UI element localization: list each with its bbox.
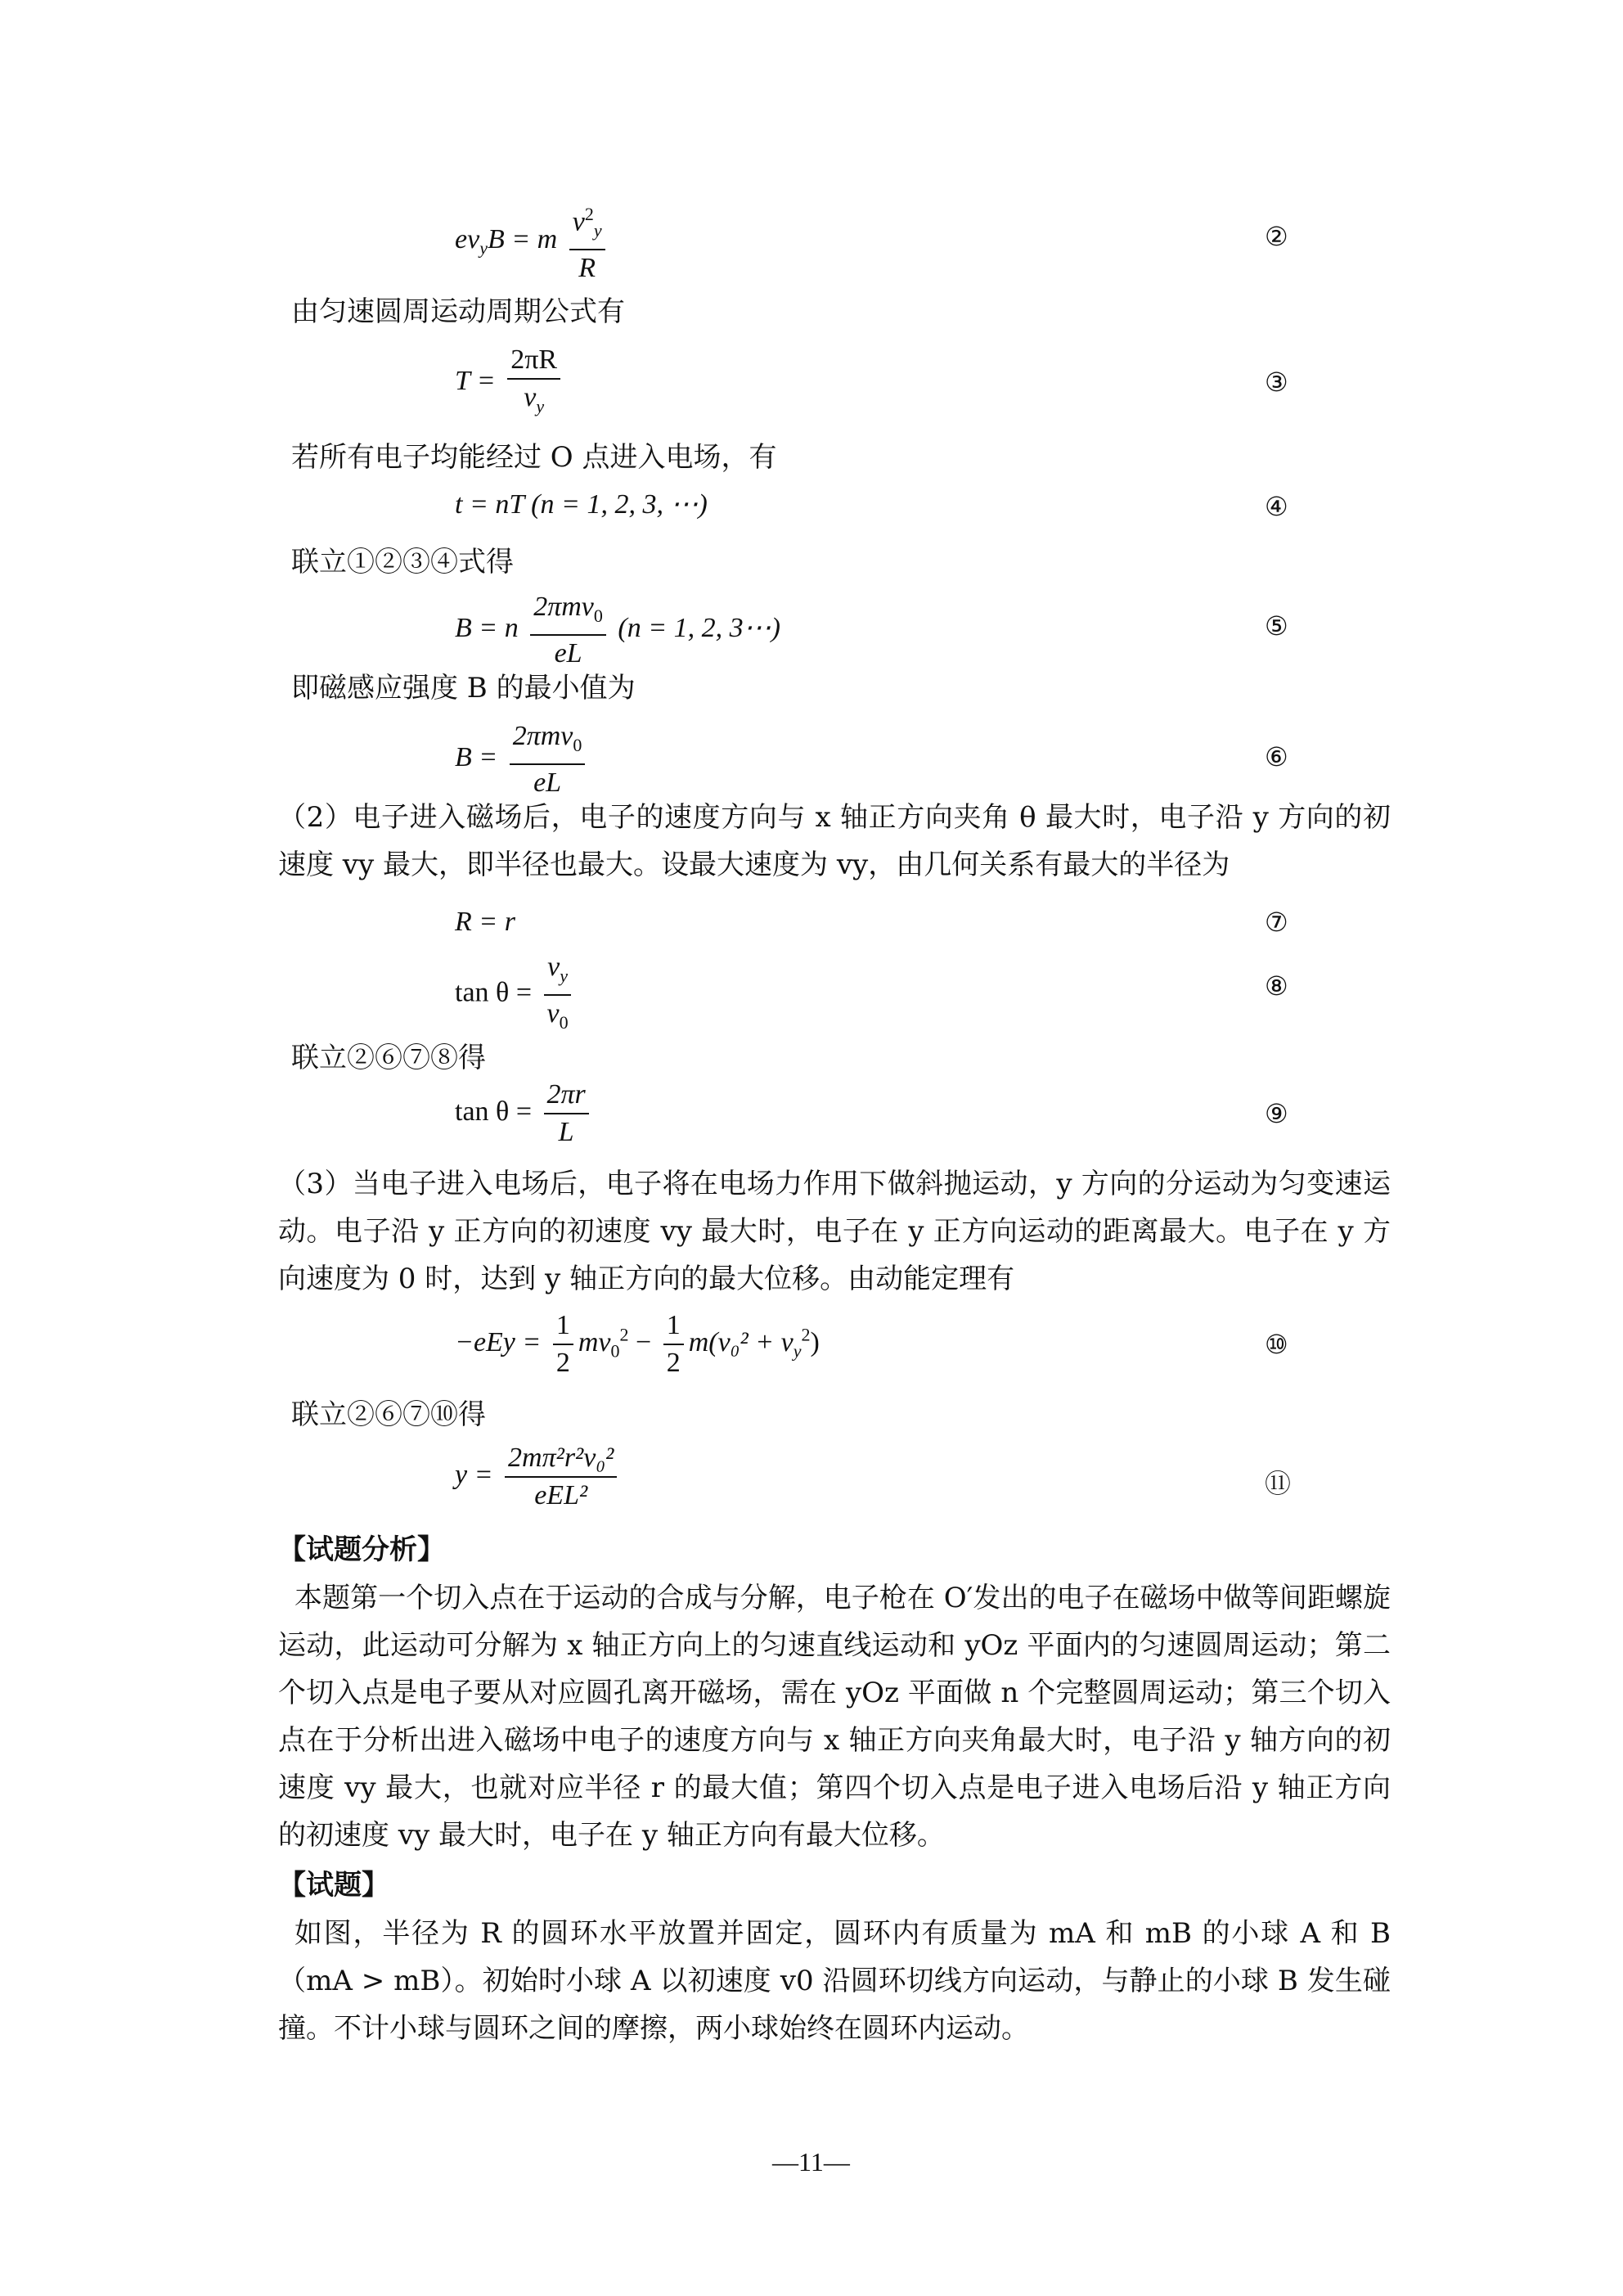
equation-label-10: ⑩ <box>1265 1329 1288 1360</box>
text-period-formula: 由匀速圆周运动周期公式有 <box>291 295 625 328</box>
paragraph-part-2: （2）电子进入磁场后，电子的速度方向与 x 轴正方向夹角 θ 最大时，电子沿 y 方向的初速度 vy 最大，即半径也最大。设最大速度为 vy，由几何关系有最大的半径为 <box>278 801 1391 881</box>
text-combine-1234: 联立①②③④式得 <box>291 546 514 579</box>
equation-4: t = nT (n = 1, 2, 3, ⋯) <box>455 489 708 520</box>
text-combine-2678: 联立②⑥⑦⑧得 <box>291 1042 486 1074</box>
text-all-electrons: 若所有电子均能经过 O 点进入电场，有 <box>291 441 777 474</box>
equation-label-6: ⑥ <box>1265 741 1288 772</box>
equation-11: y = $\frac{\text{2mπ²r²v₀²}}{\text{eEL²}}$ <box>455 1442 622 1512</box>
fraction: $\frac{2\pi mv_0}{eL}$ <box>510 720 586 799</box>
fraction: $\frac{v^2_y}{R}$ <box>569 198 605 285</box>
fraction: $\frac{\text{2mπ²r²v₀²}}{\text{eEL²}}$ <box>505 1442 617 1512</box>
text-min-b: 即磁感应强度 B 的最小值为 <box>291 672 636 705</box>
heading-question: 【试题】 <box>278 1869 389 1902</box>
equation-2: $ev_yB = m$ $\frac{v^2_y}{R}$ <box>455 198 610 285</box>
equation-label-8: ⑧ <box>1265 970 1288 1002</box>
page-number: —11— <box>772 2147 850 2177</box>
paragraph-question: 如图，半径为 R 的圆环水平放置并固定，圆环内有质量为 mA 和 mB 的小球 A 和 B（mA > mB）。初始时小球 A 以初速度 v0 沿圆环切线方向运动，与静止的小球 B 发生碰撞。不计小球与圆环之间的摩擦，两小球始终在圆环内运动。 <box>278 1917 1391 2045</box>
equation-label-5: ⑤ <box>1265 610 1288 642</box>
fraction: $\frac{2\pi r}{L}$ <box>544 1078 589 1149</box>
equation-10: −eEy = $\frac{1}{2}$ $mv_0^2$ − $\frac{1}{2}$ $m(v_0^2 + v_y^2)$ <box>455 1310 820 1378</box>
paragraph-analysis: 本题第一个切入点在于运动的合成与分解，电子枪在 O′发出的电子在磁场中做等间距螺旋运动，此运动可分解为 x 轴正方向上的匀速直线运动和 yOz 平面内的匀速圆周运动；第二个切入点是电子要从对应圆孔离开磁场，需在 yOz 平面做 n 个完整圆周运动；第三个切入点在于分析出进入磁场中电子的速度方向与 x 轴正方向夹角最大时，电子沿 y 轴方向的初速度 vy 最大，也就对应半径 r 的最大值；第四个切入点是电子进入电场后沿 y 轴正方向的初速度 vy 最大时，电子在 y 轴正方向有最大位移。 <box>278 1582 1391 1852</box>
equation-8: tan θ = $\frac{v_y}{v_0}$ <box>455 951 577 1039</box>
equation-6: B = $\frac{2\pi mv_0}{eL}$ <box>455 720 590 799</box>
heading-analysis: 【试题分析】 <box>278 1533 445 1566</box>
equation-label-7: ⑦ <box>1265 907 1288 938</box>
fraction: $\frac{1}{2}$ <box>553 1309 573 1380</box>
equation-label-3: ③ <box>1265 367 1288 398</box>
fraction: $\frac{2\pi R}{v_y}$ <box>507 344 560 423</box>
equation-label-9: ⑨ <box>1265 1098 1288 1129</box>
equation-label-4: ④ <box>1265 491 1288 522</box>
text-combine-26710: 联立②⑥⑦⑩得 <box>291 1398 486 1431</box>
fraction: $\frac{1}{2}$ <box>663 1309 684 1380</box>
equation-7: R = r <box>455 907 515 937</box>
equation-3: T = $\frac{2\pi R}{v_y}$ <box>455 344 565 423</box>
fraction: $\frac{v_y}{v_0}$ <box>544 951 572 1039</box>
equation-label-2: ② <box>1265 221 1288 252</box>
equation-9: tan θ = $\frac{2\pi r}{L}$ <box>455 1078 594 1149</box>
equation-label-11: ⑪ <box>1265 1468 1292 1499</box>
equation-5: B = n $\frac{2\pi mv_0}{eL}$ (n = 1, 2, 3⋯) <box>455 592 780 669</box>
fraction: $\frac{2\pi mv_0}{eL}$ <box>530 591 606 670</box>
paragraph-part-3: （3）当电子进入电场后，电子将在电场力作用下做斜抛运动，y 方向的分运动为匀变速运动。电子沿 y 正方向的初速度 vy 最大时，电子在 y 正方向运动的距离最大。电子在 y 方向速度为 0 时，达到 y 轴正方向的最大位移。由动能定理有 <box>278 1168 1391 1295</box>
